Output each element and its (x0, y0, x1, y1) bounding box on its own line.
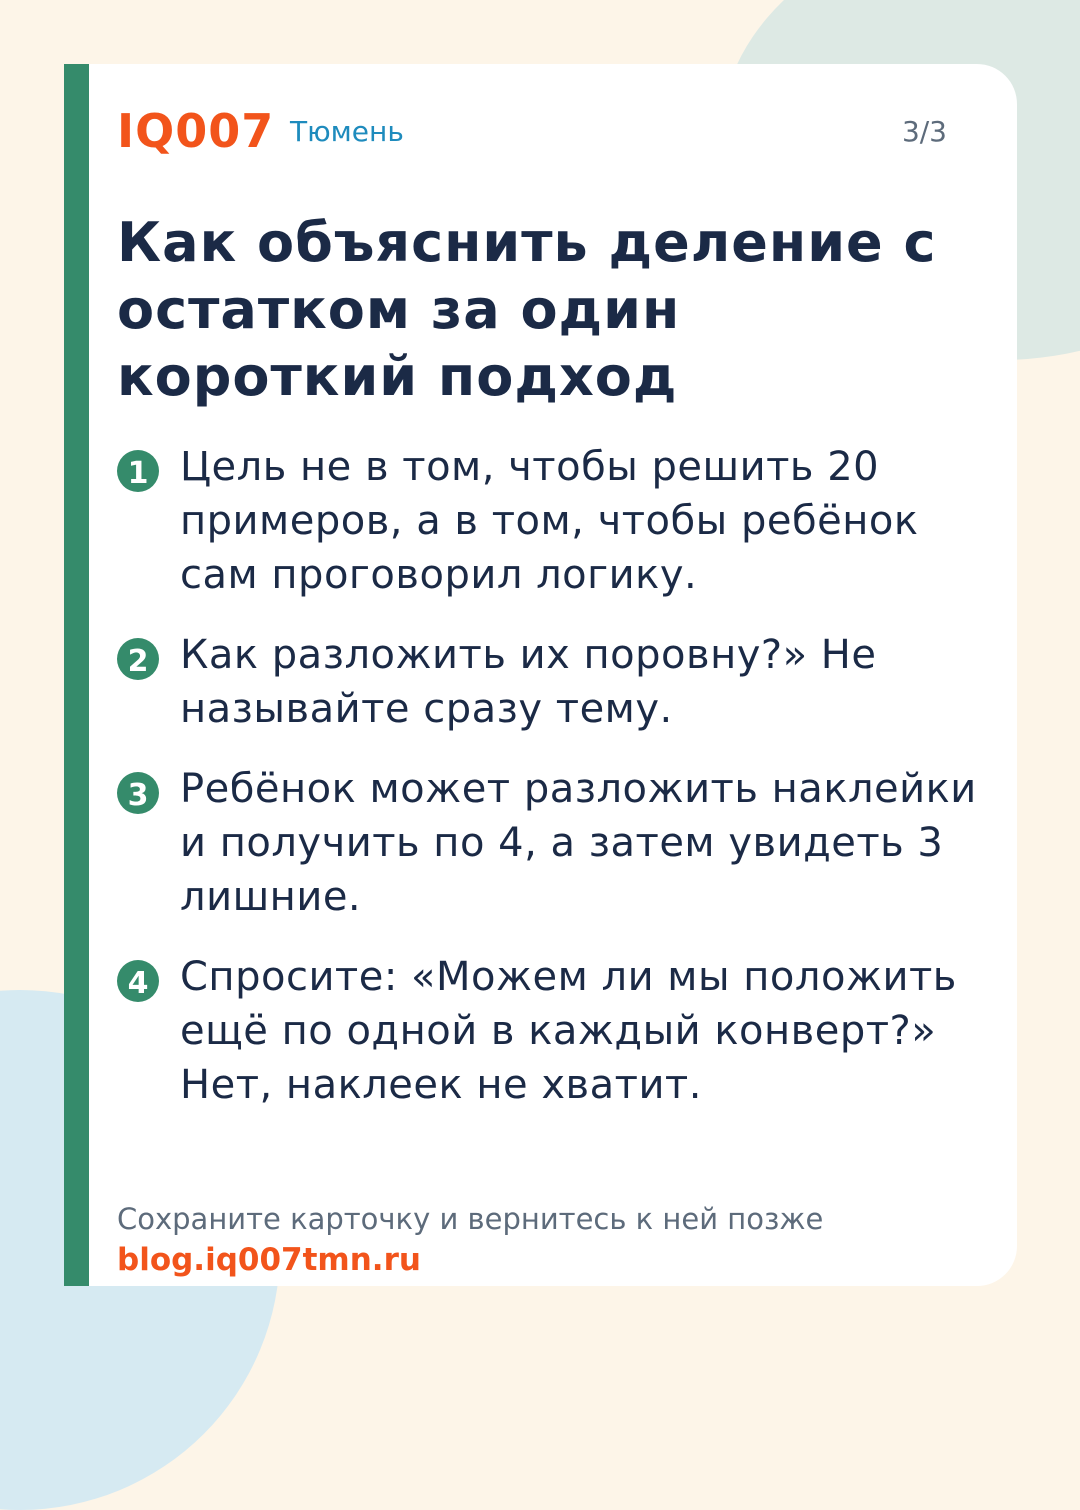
list-item-text: Цель не в том, чтобы решить 20 примеров, а в том, чтобы ребёнок сам проговорил логику. (180, 444, 919, 598)
list-item (117, 762, 1007, 924)
number-badge: 4 (117, 960, 159, 1002)
list-item-text: Как разложить их поровну?» Не называйте сразу тему. (180, 632, 877, 732)
card-title: Как объяснить деление с остатком за один короткий подход (117, 211, 937, 408)
page-indicator: 3/3 (901, 115, 947, 148)
city-label: Тюмень (290, 115, 404, 148)
number-badge: 2 (117, 638, 159, 680)
list-item (117, 440, 1007, 602)
tips-list (117, 440, 1007, 1138)
list-item (117, 628, 1007, 736)
content-card (64, 64, 1017, 1286)
number-badge: 1 (117, 450, 159, 492)
number-badge: 3 (117, 772, 159, 814)
list-item-text: Ребёнок может разложить наклейки и получить по 4, а затем увидеть 3 лишние. (180, 766, 977, 920)
blog-link[interactable]: blog.iq007tmn.ru (117, 1242, 421, 1278)
brand-logo: IQ007 (117, 104, 275, 158)
list-item-text: Спросите: «Можем ли мы положить ещё по одной в каждый конверт?» Нет, наклеек не хватит. (180, 954, 957, 1108)
footer-note: Сохраните карточку и вернитесь к ней позже (117, 1202, 824, 1236)
accent-bar (64, 64, 89, 1286)
list-item (117, 950, 1007, 1112)
